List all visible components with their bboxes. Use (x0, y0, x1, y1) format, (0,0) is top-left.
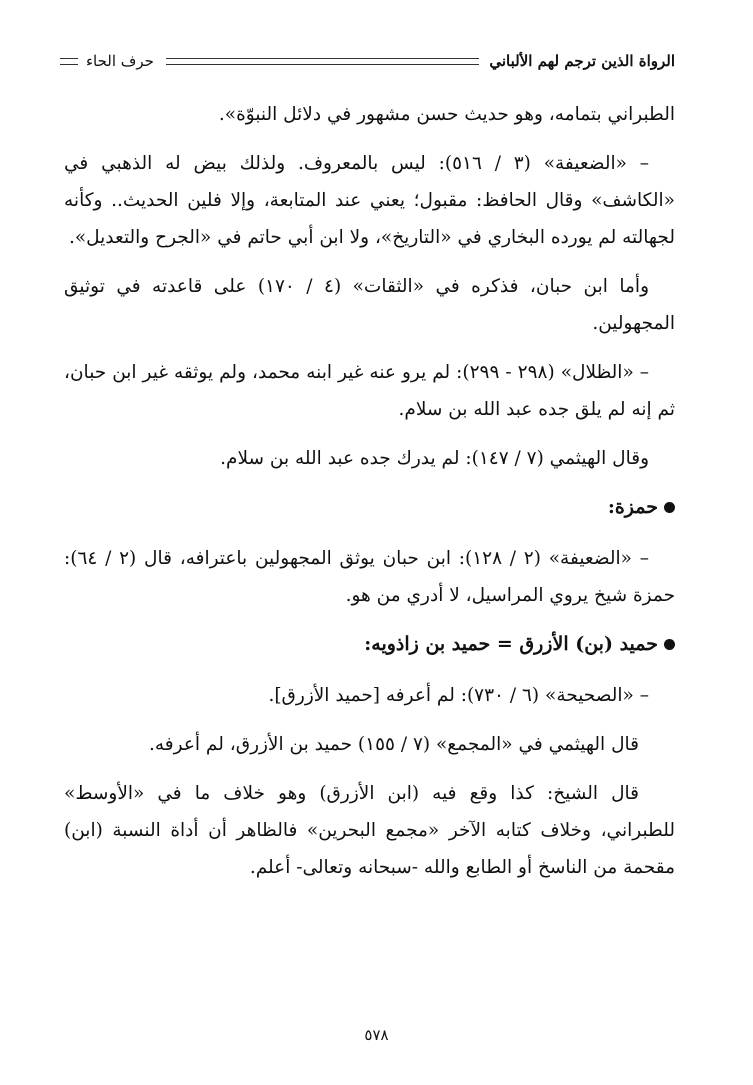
bullet-icon (664, 639, 675, 650)
running-header (60, 44, 675, 78)
header-rule-end (60, 58, 78, 65)
body-paragraph: وقال الهيثمي (٧ / ١٤٧): لم يدرك جده عبد الله بن سلام. (220, 448, 649, 469)
body-paragraph: قال الشيخ: كذا وقع فيه (ابن الأزرق) وهو خلاف ما في «الأوسط» للطبراني، وخلاف كتابه الآخر «مجمع البحرين» فالظاهر أن أداة النسبة (ابن) مقحمة من الناسخ أو الطابع والله -سبحانه وتعالى- أعلم. (64, 783, 675, 878)
section-title: حرف الحاء (86, 52, 154, 70)
source-paragraph: – «الضعيفة» (٣ / ٥١٦): ليس بالمعروف. ولذلك بيض له الذهبي في «الكاشف» وقال الحافظ: مقبول؛ يعني عند المتابعة، وإلا فلين الحديث.. وكأنه لجهالته لم يورده البخاري في «التاريخ»، ولا ابن أبي حاتم في «الجرح والتعديل». (64, 153, 675, 248)
source-paragraph: – «الظلال» (٢٩٨ - ٢٩٩): لم يرو عنه غير ابنه محمد، ولم يوثقه غير ابن حبان، ثم إنه لم يلق جده عبد الله بن سلام. (64, 362, 675, 420)
body-paragraph: قال الهيثمي في «المجمع» (٧ / ١٥٥) حميد بن الأزرق، لم أعرفه. (149, 734, 639, 755)
entry-heading (64, 626, 675, 663)
book-title: الرواة الذين ترجم لهم الألباني (489, 52, 675, 70)
entry-heading (64, 489, 675, 526)
header-rule (166, 58, 479, 65)
entry-heading-text: حمزة: (607, 496, 658, 518)
page-number: ٥٧٨ (364, 1026, 389, 1044)
entry-heading-text: حميد (بن) الأزرق = حميد بن زاذويه: (364, 633, 658, 655)
continuation-paragraph: الطبراني بتمامه، وهو حديث حسن مشهور في دلائل النبوّة». (218, 104, 675, 125)
page-body (64, 96, 675, 898)
source-paragraph: – «الصحيحة» (٦ / ٧٣٠): لم أعرفه [حميد الأزرق]. (268, 685, 649, 706)
source-paragraph: – «الضعيفة» (٢ / ١٢٨): ابن حبان يوثق المجهولين باعترافه، قال (٢ / ٦٤): حمزة شيخ يروي المراسيل، لا أدري من هو. (64, 548, 675, 606)
bullet-icon (664, 502, 675, 513)
body-paragraph: وأما ابن حبان، فذكره في «الثقات» (٤ / ١٧٠) على قاعدته في توثيق المجهولين. (64, 276, 675, 334)
